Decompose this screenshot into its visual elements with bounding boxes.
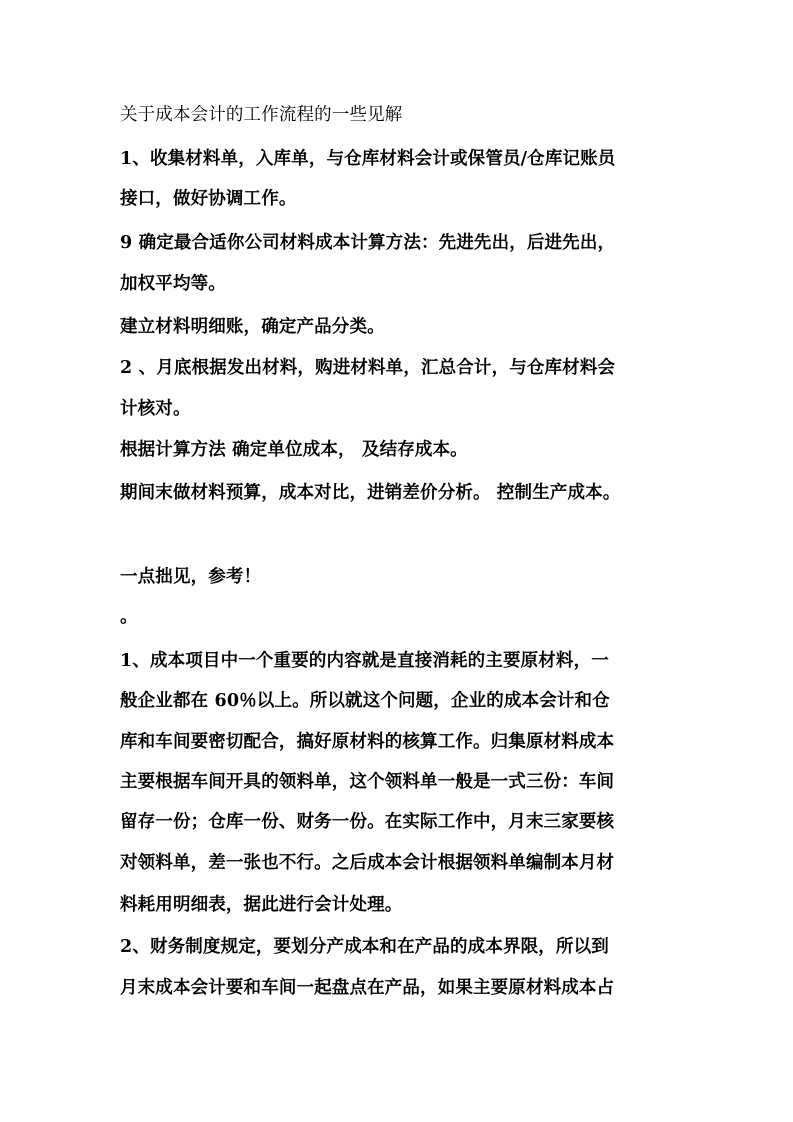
dot-line: 。 [120, 607, 138, 627]
paragraph-line: 期间末做材料预算，成本对比，进销差价分析。 控制生产成本。 [120, 483, 621, 503]
paragraph-line: 接口，做好协调工作。 [120, 189, 297, 209]
paragraph-line: 1、收集材料单，入库单，与仓库材料会计或保管员/仓库记账员 [120, 149, 616, 169]
paragraph-line: 1、成本项目中一个重要的内容就是直接消耗的主要原材料，一 [120, 651, 609, 671]
paragraph-line: 加权平均等。 [120, 274, 226, 294]
opinion-line: 一点拙见，参考！ [120, 567, 262, 587]
paragraph-line: 根据计算方法 确定单位成本， 及结存成本。 [120, 440, 468, 460]
paragraph-line: 建立材料明细账，确定产品分类。 [120, 317, 385, 337]
paragraph-line: 般企业都在 60％以上。所以就这个问题，企业的成本会计和仓 [120, 691, 610, 711]
paragraph-line: 库和车间要密切配合，搞好原材料的核算工作。归集原材料成本 [120, 732, 615, 752]
paragraph-line: 料耗用明细表，据此进行会计处理。 [120, 895, 403, 915]
paragraph-line: 2 、月底根据发出材料，购进材料单，汇总合计，与仓库材料会 [120, 358, 616, 378]
paragraph-line: 2、财务制度规定，要划分产成本和在产品的成本界限，所以到 [120, 937, 609, 957]
paragraph-line: 月末成本会计要和车间一起盘点在产品，如果主要原材料成本占 [120, 978, 615, 998]
paragraph-line: 留存一份；仓库一份、财务一份。在实际工作中，月末三家要核 [120, 812, 615, 832]
paragraph-line: 计核对。 [120, 399, 191, 419]
paragraph-line: 主要根据车间开具的领料单，这个领料单一般是一式三份：车间 [120, 772, 615, 792]
paragraph-line: 对领料单，差一张也不行。之后成本会计根据领料单编制本月材 [120, 853, 615, 873]
document-title: 关于成本会计的工作流程的一些见解 [120, 105, 403, 125]
paragraph-line: 9 确定最合适你公司材料成本计算方法：先进先出，后进先出， [120, 233, 616, 253]
